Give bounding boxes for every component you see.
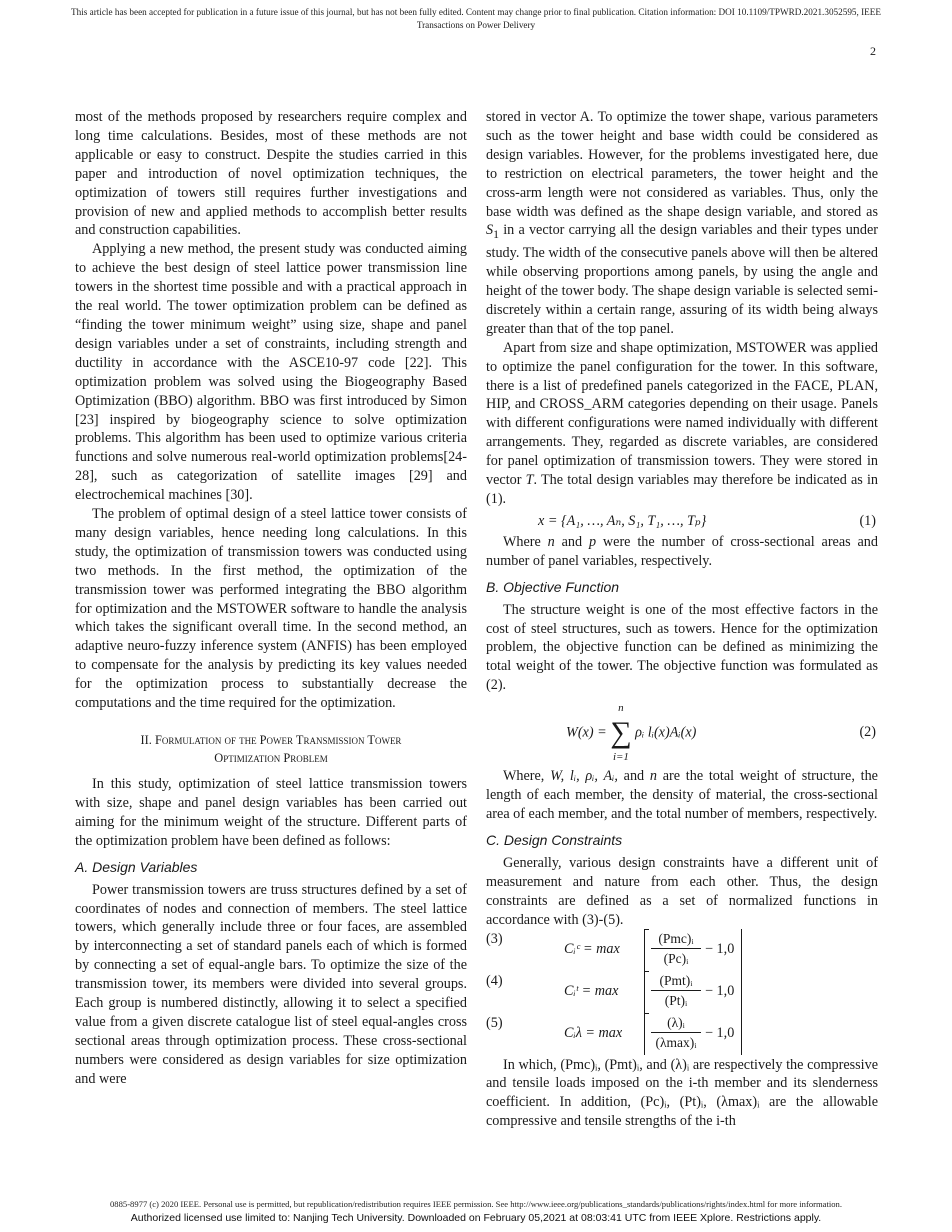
sum-upper: n [618,702,624,715]
equation-number: (2) [859,724,876,741]
text-run: in a vector carrying all the design variables and their types under study. The width of the consecutive panels above will then be altered while observing proportions among panels, by using the angle and height of the tower body. The shape design variable is selected semi-discretely within a certain range, assuring of its width being always greater than that of the top panel. [486,222,878,337]
section-title-line: Optimization Problem [214,751,328,765]
text-run: are the total weight of structure, the length of each member, the density of material, the cross-sectional area of each member, and the total number of members, respectively. [486,768,878,823]
text-run: Where [503,533,548,550]
subsection-title: B. Objective Function [486,578,620,595]
equation-tail: − 1,0 [705,940,735,957]
text-run: . The total design variables may therefore be indicated as in (1). [486,472,878,507]
fraction [651,929,701,968]
fraction [651,971,701,1010]
header-citation-line: This article has been accepted for publication in a future issue of this journal, but has not been fully edited. Content may change prior to final publication. Citation information: DOI 10.1109/TPWRD.2021.3052595, IEEE [70,7,881,17]
sum-lower: i=1 [612,751,629,764]
equation-body [566,699,696,767]
text-run: and [617,768,650,785]
bracket [644,929,742,971]
paragraph: The structure weight is one of the most effective factors in the cost of steel structures, such as towers. Hence for the optimization problem, the objective function can be defined as minimizing the total weight of the tower. The objective function was formulated as (2). [486,601,878,694]
left-column [75,108,467,1089]
equation-lhs: Cᵢλ = max [564,1024,623,1041]
paragraph [486,108,878,339]
math-var: S [486,222,494,239]
paragraph [486,767,878,824]
paragraph: most of the methods proposed by researchers require complex and long time calculations. Besides, most of these methods are not applicable or easy to construct. Despite the studies carried in this paper and introduction of novel optimization techniques, the optimization of towers still requires further investigations and provision of new and applied methods to accomplish better results and construction capabilities. [75,109,467,239]
equation-1 [486,509,878,533]
math-vars: W, lᵢ, ρᵢ, Aᵢ, [550,768,618,785]
summation [610,699,631,767]
paragraph [486,533,878,571]
paragraph: Generally, various design constraints have a different unit of measurement and nature from each other. Thus, the design constraints are defined as a set of normalized functions in accordance with (3)-(5). [486,854,878,928]
equation-5 [486,1014,878,1056]
paragraph [486,339,878,509]
denominator: (λmax)ᵢ [655,1034,697,1050]
equation-lhs: Cᵢᵗ = max [564,982,619,999]
math-var: p [588,533,597,550]
equation-number: (1) [859,512,876,529]
text-run: and [554,533,589,550]
text-run: Apart from size and shape optimization, MSTOWER was applied to optimize the panel configuration for the tower. In this software, there is a list of predefined panels categorized in the FACE, PLAN, HIP, and CROSS_ARM categories depending on their usage. Panels with different configurations were named individually with different arrangements. They, regarded as discrete variables, are considered for panel optimization of transmission towers. They were stored in vector [486,339,878,489]
paragraph: In which, (Pmc)ᵢ, (Pmt)ᵢ, and (λ)ᵢ are respectively the compressive and tensile loads imposed on the i-th member and its slenderness coefficient. In addition, (Pc)ᵢ, (Pt)ᵢ, (λmax)ᵢ are the allowable compressive and tensile strengths of the i-th [486,1056,878,1130]
page-number: 2 [870,44,876,58]
bracket [644,1013,742,1055]
equation-number: (3) [486,930,503,947]
header-journal-line: Transactions on Power Delivery [416,20,536,30]
paragraph: Applying a new method, the present study was conducted aiming to achieve the best design of steel lattice power transmission line towers in the shortest time possible and with a practical approach in the real world. The tower optimization problem can be defined as “finding the tower minimum weight” using size, shape and panel design variables under a set of constraints, including strength and ductility in accordance with the ASCE10-97 code [22]. This optimization problem was solved using the Biogeography Based Optimization (BBO) algorithm. BBO was first introduced by Simon [23] inspired by biogeography science to solve optimization problems. This algorithm has been used to optimize various criteria functions and solve numerous real-world optimization problems[24-28], such as categorization of satellite images [29] and electrochemical machines [30]. [75,241,467,504]
paragraph: The problem of optimal design of a steel lattice tower consists of many design variables, hence needing long calculations. In this study, the optimization of transmission towers was conducted using two methods. In the first method, the optimization of the transmission tower was performed integrating the BBO algorithm for optimization and the MSTOWER software to handle the analysis which takes the significant overall time. In the second method, an adaptive neuro-fuzzy inference system (ANFIS) has been employed to compensate for the analysis by predicting its key values needed for the optimization process to substantially decrease the computations and the time required for the optimization. [75,506,467,712]
paragraph: Power transmission towers are truss structures defined by a set of coordinates of nodes and connection of members. The steel lattice towers, which generally include three or four faces, are assembled by interconnecting a set of standard panels each of which is formed by connecting a set of equal-angle bars. To optimize the size of the transmission tower, its members were divided into several groups. Each group is numbered distinctly, allowing it to select a specified value from a given discrete catalogue list of steel equal-angles cross sectional areas through optimization process. These cross-sectional numbers were considered as design variables for size optimization and were [75,881,467,1087]
subsection-title: C. Design Constraints [486,831,623,848]
section-title-line: II. Formulation of the Power Transmission Tower [140,733,402,747]
denominator: (Pc)ᵢ [663,950,689,966]
math-var: n [547,533,555,550]
equation-tail: − 1,0 [705,982,735,999]
section-title [75,731,467,767]
license-footer: Authorized licensed use limited to: Nanjing Tech University. Downloaded on February 05,2021 at 08:03:41 UTC from IEEE Xplore. Restrictions apply. [130,1212,822,1224]
numerator: (λ)ᵢ [651,1013,701,1033]
equation-body: x = {A₁, …, Aₙ, S₁, T₁, …, Tₚ} [538,512,707,529]
text-run: Where, [503,768,551,785]
paragraph: In this study, optimization of steel lattice transmission towers with size, shape and panel design variables has been carried out aiming for the minimum weight of the structure. Different parts of the optimization problem have been defined as follows: [75,776,467,849]
numerator: (Pmc)ᵢ [651,929,701,949]
journal-header [0,6,952,32]
equation-3 [486,930,878,972]
math-sub: 1 [493,227,500,242]
equation-4 [486,972,878,1014]
equation-tail: − 1,0 [705,1024,735,1041]
math-var: n [649,768,657,785]
equation-2 [486,699,878,767]
text-run: were the number of cross-sectional areas and number of panel variables, respectively. [486,533,878,569]
numerator: (Pmt)ᵢ [651,971,701,991]
equation-lhs: W(x) = [566,724,607,741]
right-column [486,108,878,1131]
equation-number: (4) [486,972,503,989]
equation-number: (5) [486,1014,503,1031]
subsection-title: A. Design Variables [75,858,198,875]
equation-lhs: Cᵢᶜ = max [564,940,620,957]
copyright-footer: 0885-8977 (c) 2020 IEEE. Personal use is permitted, but republication/redistribution requires IEEE permission. See http://www.ieee.org/publications_standards/publications/rights/index.html for more information. [110,1199,842,1209]
text-run: stored in vector A. To optimize the tower shape, various parameters such as the tower height and base width could be considered as design variables. However, for the problems investigated here, due to restriction on electrical parameters, the tower height and the cross-arm length were not considered as variables. Thus, only the base width was defined as the shape design variable, and stored as [486,109,878,220]
denominator: (Pt)ᵢ [664,992,688,1008]
fraction [651,1013,701,1052]
math-var: T [525,472,534,489]
equation-rhs: ρᵢ lᵢ(x)Aᵢ(x) [635,724,697,741]
bracket [644,971,742,1013]
sigma-icon: ∑ [610,716,632,750]
